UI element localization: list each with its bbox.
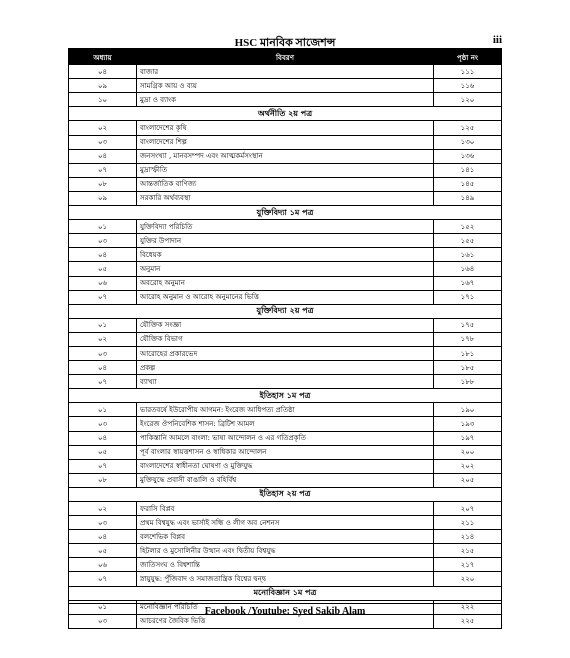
chapter-number: ০১ — [69, 403, 137, 417]
chapter-number: ০৭ — [69, 290, 137, 304]
chapter-number: ০১ — [69, 220, 137, 234]
table-row — [69, 65, 502, 79]
page-number-cell: ১৮১ — [434, 346, 502, 360]
table-row — [69, 516, 502, 530]
chapter-description: বাংলাদেশের স্বাধীনতা ঘোষণা ও মুক্তিযুদ্ধ — [137, 459, 434, 473]
chapter-description: ইংরেজ ঔপনিবেশিক শাসন: ব্রিটিশ আমল — [137, 417, 434, 431]
table-row — [69, 403, 502, 417]
page-number-cell: ১৬১ — [434, 248, 502, 262]
chapter-number: ০১ — [69, 600, 137, 614]
chapter-number: ০৪ — [69, 530, 137, 544]
chapter-description: ফরাসি বিপ্লব — [137, 502, 434, 516]
chapter-number: ০৩ — [69, 135, 137, 149]
chapter-description: আন্তর্জাতিক বাণিজ্য — [137, 177, 434, 191]
chapter-number: ০৫ — [69, 445, 137, 459]
page-number-cell: ২০২ — [434, 459, 502, 473]
table-body — [69, 65, 502, 629]
contents-table — [68, 50, 502, 629]
table-row — [69, 290, 502, 304]
table-row — [69, 234, 502, 248]
table-row — [69, 276, 502, 290]
page-number-cell: ১৮৮ — [434, 375, 502, 389]
page-number-cell: ১৬৪ — [434, 262, 502, 276]
chapter-number: ০৩ — [69, 516, 137, 530]
chapter-number: ০২ — [69, 502, 137, 516]
chapter-description: মনোবিজ্ঞান পরিচিতি — [137, 600, 434, 614]
chapter-number: ১০ — [69, 93, 137, 107]
chapter-description: প্রকল্প — [137, 361, 434, 375]
section-heading: যুক্তিবিদ্যা ২য় পত্র — [69, 304, 502, 318]
table-row — [69, 502, 502, 516]
table-row — [69, 135, 502, 149]
table-row — [69, 346, 502, 360]
table-row — [69, 459, 502, 473]
table-row — [69, 445, 502, 459]
chapter-description: ব্যাখ্যা — [137, 375, 434, 389]
page-number-cell: ২০৭ — [434, 502, 502, 516]
page-number-cell: ১২০ — [434, 93, 502, 107]
column-header-chapter: অধ্যায় — [69, 51, 137, 65]
chapter-description: হিটলার ও মুসোলিনীর উত্থান এবং দ্বিতীয় বিশ্বযুদ্ধ — [137, 544, 434, 558]
page-number: iii — [492, 34, 502, 46]
section-heading: যুক্তিবিদ্যা ১ম পত্র — [69, 206, 502, 220]
page-number-cell: ১৪১ — [434, 163, 502, 177]
chapter-description: জনসংখ্যা , মানবসম্পদ এবং আত্মকর্মসংস্থান — [137, 149, 434, 163]
table-row — [69, 558, 502, 572]
table-header-row — [69, 51, 502, 65]
table-row — [69, 473, 502, 487]
chapter-description: ভারতবর্ষে ইউরোপীয় আগমন: ইংরেজ আধিপত্য প্রতিষ্ঠা — [137, 403, 434, 417]
chapter-number: ০৭ — [69, 572, 137, 586]
chapter-number: ০৮ — [69, 473, 137, 487]
table-row — [69, 191, 502, 205]
chapter-description: যৌক্তিক বিভাগ — [137, 332, 434, 346]
page-number-cell: ১৯০ — [434, 403, 502, 417]
table-row — [69, 121, 502, 135]
table-row — [69, 163, 502, 177]
chapter-number: ০৫ — [69, 262, 137, 276]
table-row — [69, 530, 502, 544]
chapter-description: আচরণের জৈবিক ভিত্তি — [137, 614, 434, 628]
chapter-number: ০৩ — [69, 346, 137, 360]
page-number-cell: ২০৫ — [434, 473, 502, 487]
column-header-page: পৃষ্ঠা নং — [434, 51, 502, 65]
page-number-cell: ১৯৩ — [434, 417, 502, 431]
table-row — [69, 220, 502, 234]
table-row — [69, 149, 502, 163]
chapter-number: ০৪ — [69, 65, 137, 79]
chapter-description: অনুমান — [137, 262, 434, 276]
chapter-description: যুক্তিবিদ্যা পরিচিতি — [137, 220, 434, 234]
page-number-cell: ২১৫ — [434, 544, 502, 558]
chapter-description: আরোহ অনুমান ও আরোহ অনুমানের ভিত্তি — [137, 290, 434, 304]
chapter-description: সামগ্রিক আয় ও ব্যয় — [137, 79, 434, 93]
page-number-cell: ১৬৭ — [434, 276, 502, 290]
chapter-description: স্নায়ুযুদ্ধ: পুঁজিবাদ ও সমাজতান্ত্রিক বিশ্বের দ্বন্দ্ব — [137, 572, 434, 586]
page-number-cell: ১৫২ — [434, 220, 502, 234]
chapter-description: মুক্তিযুদ্ধে প্রবাসী বাঙালি ও বহির্বিশ্ব — [137, 473, 434, 487]
table-row — [69, 177, 502, 191]
chapter-description: যুক্তির উপাদান — [137, 234, 434, 248]
section-heading-row — [69, 586, 502, 600]
page-number-cell: ২২৫ — [434, 614, 502, 628]
table-row — [69, 248, 502, 262]
chapter-number: ০৬ — [69, 558, 137, 572]
chapter-number: ০৪ — [69, 248, 137, 262]
chapter-number: ০৪ — [69, 149, 137, 163]
page-number-cell: ২১৪ — [434, 530, 502, 544]
page-number-cell: ১৪৯ — [434, 191, 502, 205]
table-row — [69, 431, 502, 445]
chapter-description: বলশেভিক বিপ্লব — [137, 530, 434, 544]
section-heading-row — [69, 487, 502, 501]
chapter-number: ০৪ — [69, 361, 137, 375]
page-number-cell: ১৮৫ — [434, 361, 502, 375]
section-heading-row — [69, 304, 502, 318]
chapter-number: ০৪ — [69, 431, 137, 445]
chapter-number: ০৩ — [69, 614, 137, 628]
page-number-cell: ২১৭ — [434, 558, 502, 572]
section-heading-row — [69, 206, 502, 220]
section-heading-row — [69, 389, 502, 403]
page-title: HSC মানবিক সাজেশন্স — [234, 37, 336, 49]
chapter-description: বাংলাদেশের শিল্প — [137, 135, 434, 149]
chapter-number: ০৮ — [69, 177, 137, 191]
column-header-description: বিবরণ — [137, 51, 434, 65]
table-row — [69, 417, 502, 431]
footer-credit: Facebook /Youtube: Syed Sakib Alam — [204, 606, 366, 617]
chapter-number: ০৭ — [69, 163, 137, 177]
table-row — [69, 262, 502, 276]
section-heading: অর্থনীতি ২য় পত্র — [69, 107, 502, 121]
chapter-number: ০৯ — [69, 191, 137, 205]
table-row — [69, 332, 502, 346]
table-row — [69, 361, 502, 375]
page-number-cell: ১৪৫ — [434, 177, 502, 191]
page-number-cell: ১৩৬ — [434, 149, 502, 163]
chapter-description: মুদ্রা ও ব্যাংক — [137, 93, 434, 107]
chapter-description: যৌক্তিক সংজ্ঞা — [137, 318, 434, 332]
page-number-cell: ১৫৫ — [434, 234, 502, 248]
chapter-number: ০৫ — [69, 544, 137, 558]
table-row — [69, 544, 502, 558]
chapter-number: ০১ — [69, 318, 137, 332]
page-number-cell: ২১১ — [434, 516, 502, 530]
chapter-number: ০২ — [69, 332, 137, 346]
page-number-cell: ১৯৭ — [434, 431, 502, 445]
chapter-description: সরকারি অর্থব্যবস্থা — [137, 191, 434, 205]
section-heading: ইতিহাস ২য় পত্র — [69, 487, 502, 501]
page-number-cell: ১৭৫ — [434, 318, 502, 332]
section-heading: মনোবিজ্ঞান ১ম পত্র — [69, 586, 502, 600]
chapter-description: বাংলাদেশের কৃষি — [137, 121, 434, 135]
chapter-number: ০৩ — [69, 417, 137, 431]
table-row — [69, 93, 502, 107]
chapter-number: ০৩ — [69, 234, 137, 248]
chapter-number: ০৬ — [69, 276, 137, 290]
chapter-description: অবরোহ অনুমান — [137, 276, 434, 290]
chapter-description: প্রথম বিশ্বযুদ্ধ এবং ভার্সাই সন্ধি ও লীগ অব নেশনস — [137, 516, 434, 530]
chapter-description: পূর্ব বাংলার স্বায়ত্তশাসন ও স্বাধিকার আন্দোলন — [137, 445, 434, 459]
table-row — [69, 375, 502, 389]
page-number-cell: ২২০ — [434, 572, 502, 586]
section-heading: ইতিহাস ১ম পত্র — [69, 389, 502, 403]
table-row — [69, 572, 502, 586]
chapter-number: ০৭ — [69, 375, 137, 389]
section-heading-row — [69, 107, 502, 121]
chapter-description: মুদ্রাস্ফীতি — [137, 163, 434, 177]
page-number-cell: ১১৬ — [434, 79, 502, 93]
table-row — [69, 318, 502, 332]
page-number-cell: ২০০ — [434, 445, 502, 459]
chapter-number: ০৯ — [69, 79, 137, 93]
page-number-cell: ২২২ — [434, 600, 502, 614]
chapter-description: পাকিস্তানি আমলে বাংলা: ভাষা আন্দোলন ও এর গতিপ্রকৃতি — [137, 431, 434, 445]
page-number-cell: ১১১ — [434, 65, 502, 79]
page-number-cell: ১২৫ — [434, 121, 502, 135]
chapter-number: ০৭ — [69, 459, 137, 473]
page-number-cell: ১৭৮ — [434, 332, 502, 346]
chapter-description: জাতিসংঘ ও বিশ্বশান্তি — [137, 558, 434, 572]
chapter-number: ০২ — [69, 121, 137, 135]
chapter-description: বিধেয়ক — [137, 248, 434, 262]
chapter-description: আরোহের প্রকারভেদ — [137, 346, 434, 360]
page-number-cell: ১৭১ — [434, 290, 502, 304]
footer-rule — [68, 603, 502, 604]
table-row — [69, 79, 502, 93]
chapter-description: বাজার — [137, 65, 434, 79]
page-number-cell: ১৩০ — [434, 135, 502, 149]
